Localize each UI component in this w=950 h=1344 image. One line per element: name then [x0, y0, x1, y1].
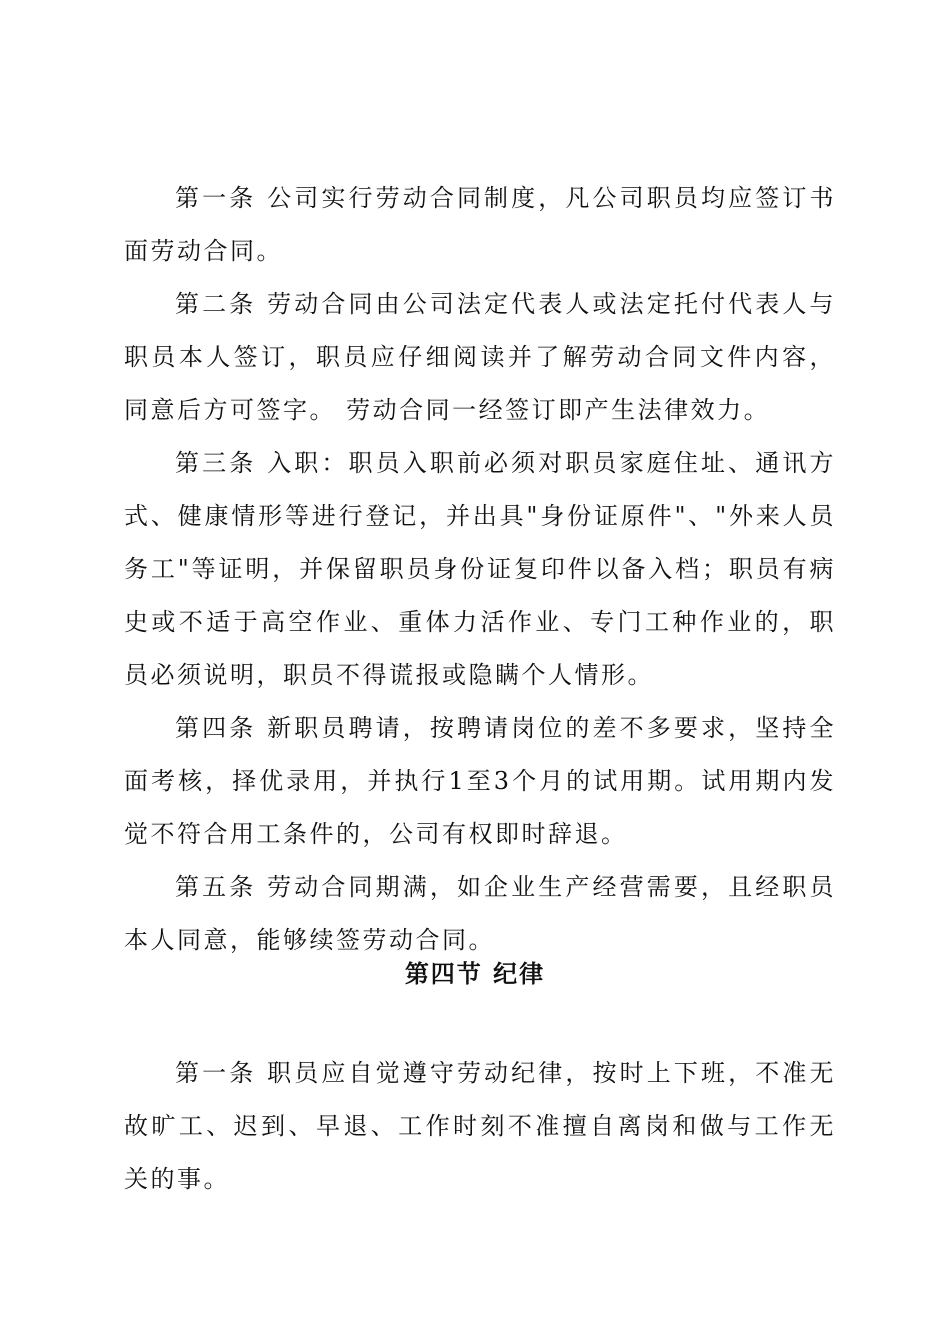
discipline-article-1-paragraph: 第一条 职员应自觉遵守劳动纪律，按时上下班，不准无故旷工、迟到、早退、工作时刻不准擅自离岗和做与工作无关的事。: [124, 1059, 836, 1193]
article-4-paragraph: 第四条 新职员聘请，按聘请岗位的差不多要求，坚持全面考核，择优录用，并执行1至3个月的试用期。试用期内发觉不符合用工条件的，公司有权即时辞退。: [124, 714, 836, 848]
article-5-paragraph: 第五条 劳动合同期满，如企业生产经营需要，且经职员本人同意，能够续签劳动合同。: [124, 873, 836, 954]
article-2-paragraph: 第二条 劳动合同由公司法定代表人或法定托付代表人与职员本人签订，职员应仔细阅读并了解劳动合同文件内容，同意后方可签字。 劳动合同一经签订即产生法律效力。: [124, 290, 836, 424]
article-1-paragraph: 第一条 公司实行劳动合同制度，凡公司职员均应签订书面劳动合同。: [124, 184, 836, 265]
article-3-paragraph: 第三条 入职：职员入职前必须对职员家庭住址、通讯方式、健康情形等进行登记，并出具"身份证原件"、"外来人员务工"等证明，并保留职员身份证复印件以备入档；职员有病史或不适于高空作业、重体力活作业、专门工种作业的，职员必须说明，职员不得谎报或隐瞒个人情形。: [124, 449, 836, 689]
labor-contract-articles: [124, 172, 836, 967]
section-heading: 第四节 纪律: [404, 960, 546, 988]
discipline-articles: [124, 1047, 836, 1206]
